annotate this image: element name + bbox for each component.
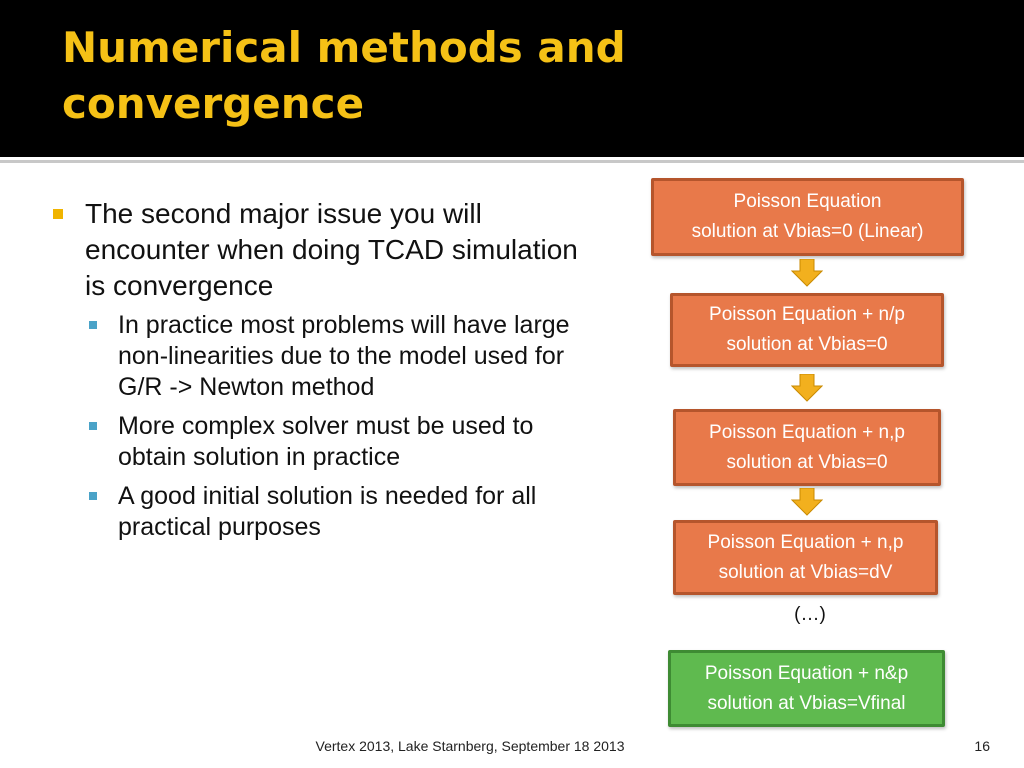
square-bullet-icon — [89, 492, 97, 500]
title-divider — [0, 160, 1024, 163]
flow-step-4-line2: solution at Vbias=dV — [718, 561, 893, 583]
flow-step-2 — [670, 293, 944, 367]
footer-text: Vertex 2013, Lake Starnberg, September 18 2013 — [315, 738, 625, 754]
flow-step-3-line1: Poisson Equation + n,p — [709, 421, 905, 443]
title-line-2: convergence — [62, 79, 365, 128]
page-number: 16 — [974, 738, 990, 754]
flow-step-final-line2: solution at Vbias=Vfinal — [707, 692, 906, 714]
sub-bullet-3-text: A good initial solution is needed for all practical purposes — [118, 482, 537, 541]
flow-step-final — [668, 650, 945, 727]
down-arrow-icon — [791, 259, 823, 287]
bullet-main-text: The second major issue you will encounter when doing TCAD simulation is convergence — [85, 198, 578, 301]
flow-step-3-line2: solution at Vbias=0 — [726, 451, 888, 473]
bullet-list — [48, 196, 588, 551]
title-line-1: Numerical methods and — [62, 23, 626, 72]
flow-step-3 — [673, 409, 941, 486]
down-arrow-icon — [791, 374, 823, 402]
slide-title — [62, 20, 962, 132]
sub-bullet-1 — [48, 310, 588, 403]
flow-step-4-line1: Poisson Equation + n,p — [707, 531, 904, 553]
sub-bullet-1-text: In practice most problems will have large non-linearities due to the model used for G/R -> Newton method — [118, 311, 570, 401]
square-bullet-icon — [89, 422, 97, 430]
flow-step-1-line1: Poisson Equation — [733, 191, 882, 212]
sub-bullet-list — [48, 310, 588, 543]
square-bullet-icon — [89, 321, 97, 329]
flow-step-2-line1: Poisson Equation + n/p — [709, 304, 905, 325]
sub-bullet-2-text: More complex solver must be used to obtain solution in practice — [118, 412, 534, 471]
flow-step-4 — [673, 520, 938, 595]
square-bullet-icon — [53, 209, 63, 219]
sub-bullet-3 — [48, 481, 588, 543]
down-arrow-icon — [791, 488, 823, 516]
flow-step-final-line1: Poisson Equation + n&p — [704, 662, 909, 684]
flow-step-1-line2: solution at Vbias=0 (Linear) — [691, 221, 924, 242]
sub-bullet-2 — [48, 411, 588, 473]
flow-step-1 — [651, 178, 964, 256]
flow-ellipsis: (…) — [794, 604, 826, 625]
flow-step-2-line2: solution at Vbias=0 — [726, 334, 888, 355]
bullet-main — [48, 196, 588, 304]
